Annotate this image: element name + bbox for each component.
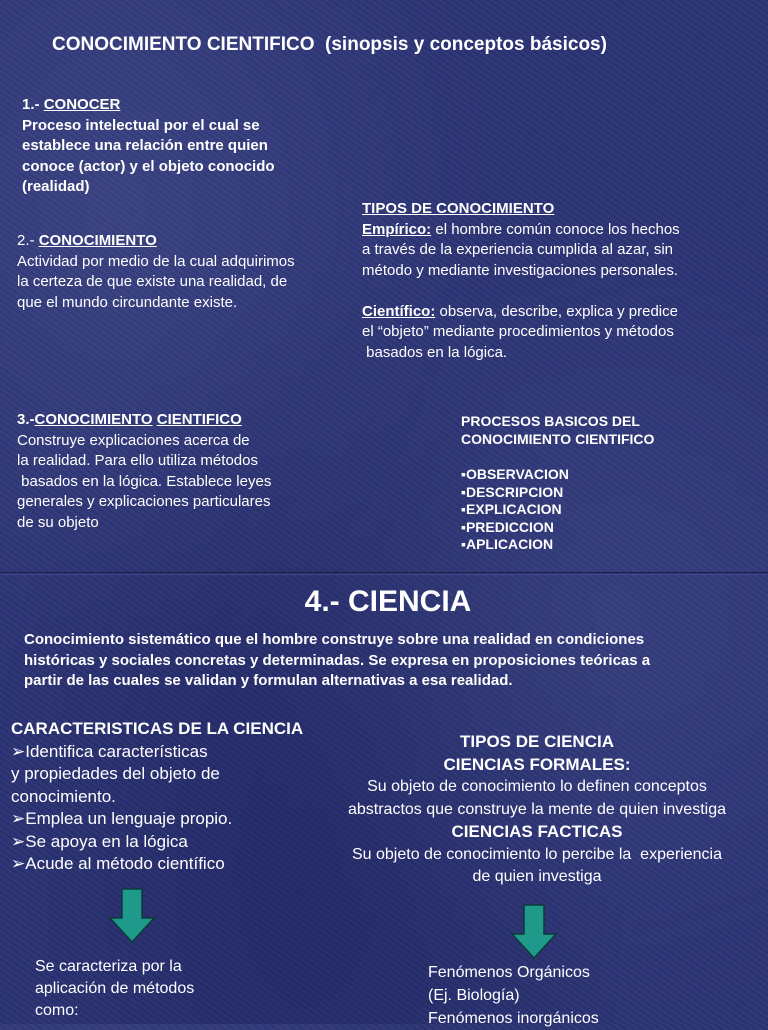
caracteristicas-item-label: Emplea un lenguaje propio.: [25, 809, 233, 828]
square-bullet-icon: ▪: [461, 483, 466, 500]
cientifico-label: Científico:: [362, 302, 436, 320]
ciencia-heading: 4.- CIENCIA: [304, 585, 472, 618]
section-tipos-conocimiento: [362, 199, 762, 363]
cientifico-line: observa, describe, explica y predice: [435, 302, 678, 320]
ciencias-formales-heading: CIENCIAS FORMALES:: [443, 754, 631, 774]
tipos-ciencia-footer-line: (Ej. Biología): [428, 987, 520, 1004]
conocimiento-cientifico-heading-a: CONOCIMIENTO: [34, 411, 153, 428]
down-arrow-shape: [110, 889, 154, 942]
arrow-bullet-icon: ➢: [11, 854, 26, 873]
ciencia-definition: [24, 630, 764, 692]
caracteristicas-item-label: Se apoya en la lógica: [25, 831, 188, 851]
conocimiento-line: Actividad por medio de la cual adquirimos: [17, 252, 295, 270]
ciencia-definition-line: partir de las cuales se validan y formulan alternativas a esa realidad.: [24, 672, 513, 689]
ciencias-formales-line: Su objeto de conocimiento lo definen conceptos: [367, 778, 707, 795]
section-conocer: [22, 95, 352, 198]
empirico-line: a través de la experiencia cumplida al azar, sin: [362, 241, 674, 258]
ciencia-definition-line: históricas y sociales concretas y determinadas. Se expresa en proposiciones teóricas a: [24, 651, 651, 669]
conocer-heading: CONOCER: [43, 96, 121, 113]
conocer-line: Proceso intelectual por el cual se: [22, 116, 260, 134]
tipos-ciencia-footer-line: Fenómenos inorgánicos: [428, 1010, 599, 1027]
square-bullet-icon: ▪: [461, 466, 466, 482]
page-title: CONOCIMIENTO CIENTIFICO (sinopsis y conceptos básicos): [52, 34, 607, 55]
caracteristicas-heading: CARACTERISTICAS DE LA CIENCIA: [11, 719, 304, 738]
procesos-item-label: OBSERVACION: [465, 466, 569, 482]
caracteristicas-item-label: Identifica características: [25, 741, 208, 761]
arrow-bullet-icon: ➢: [11, 809, 26, 828]
section-tipos-ciencia: [300, 731, 768, 889]
empirico-line: el hombre común conoce los hechos: [431, 220, 680, 238]
cientifico-line: basados en la lógica.: [362, 343, 508, 361]
conocimiento-cientifico-number: 3.-: [17, 411, 35, 428]
caracteristicas-footer: [35, 956, 275, 1022]
section-conocimiento-cientifico: [17, 410, 347, 533]
arrow-bullet-icon: ➢: [11, 831, 26, 851]
square-bullet-icon: ▪: [461, 536, 466, 552]
section-procesos: [461, 413, 751, 554]
caracteristicas-item-label: y propiedades del objeto de: [11, 764, 220, 783]
caracteristicas-footer-line: Se caracteriza por la: [35, 958, 182, 975]
tipos-ciencia-heading: TIPOS DE CIENCIA: [460, 732, 614, 751]
section-conocimiento: [17, 231, 352, 313]
caracteristicas-footer-line: como:: [35, 1002, 79, 1019]
conocimiento-line: que el mundo circundante existe.: [17, 293, 238, 311]
conocer-line: establece una relación entre quien: [22, 137, 268, 154]
ciencia-definition-line: Conocimiento sistemático que el hombre construye sobre una realidad en condiciones: [24, 631, 645, 648]
conocer-number: 1.-: [22, 96, 44, 113]
conocimiento-cientifico-line: de su objeto: [17, 513, 99, 531]
conocimiento-cientifico-heading-b: CIENTIFICO: [156, 411, 242, 428]
conocimiento-cientifico-line: Construye explicaciones acerca de: [17, 431, 250, 449]
square-bullet-icon: ▪: [461, 501, 466, 517]
tipos-ciencia-footer-line: Fenómenos Orgánicos: [428, 964, 590, 981]
conocimiento-heading: CONOCIMIENTO: [38, 232, 157, 249]
ciencias-facticas-line: Su objeto de conocimiento lo percibe la experiencia: [351, 845, 722, 863]
down-arrow-icon: [510, 904, 558, 960]
empirico-line: método y mediante investigaciones personales.: [362, 261, 679, 279]
procesos-heading-line: PROCESOS BASICOS DEL: [461, 413, 640, 429]
caracteristicas-item-label: Acude al método científico: [25, 854, 225, 873]
procesos-item-label: DESCRIPCION: [465, 483, 564, 500]
tipos-ciencia-footer: [428, 961, 728, 1030]
empirico-label: Empírico:: [362, 220, 432, 238]
square-bullet-icon: ▪: [461, 518, 466, 535]
caracteristicas-footer-line: aplicación de métodos: [35, 980, 195, 997]
procesos-item: [461, 519, 751, 537]
down-arrow-icon: [108, 888, 156, 944]
procesos-item: [461, 536, 751, 554]
procesos-item: [461, 501, 751, 519]
cientifico-line: el “objeto” mediante procedimientos y métodos: [362, 323, 674, 340]
arrow-bullet-icon: ➢: [11, 741, 26, 761]
ciencias-facticas-line: de quien investiga: [472, 868, 602, 885]
conocimiento-number: 2.-: [17, 232, 39, 249]
procesos-item-label: APLICACION: [465, 536, 554, 552]
procesos-item-label: EXPLICACION: [465, 501, 562, 517]
procesos-item: [461, 484, 751, 502]
down-arrow-shape: [512, 905, 556, 958]
conocer-line: conoce (actor) y el objeto conocido: [22, 157, 275, 175]
procesos-item-label: PREDICCION: [465, 518, 554, 535]
conocimiento-line: la certeza de que existe una realidad, de: [17, 273, 288, 290]
ciencias-formales-line: abstractos que construye la mente de quien investiga: [347, 800, 726, 818]
conocimiento-cientifico-line: basados en la lógica. Establece leyes: [17, 472, 272, 490]
conocimiento-cientifico-line: la realidad. Para ello utiliza métodos: [17, 452, 258, 469]
ciencias-facticas-heading: CIENCIAS FACTICAS: [451, 822, 623, 841]
procesos-heading-line: CONOCIMIENTO CIENTIFICO: [461, 430, 655, 447]
conocimiento-cientifico-line: generales y explicaciones particulares: [17, 493, 271, 510]
caracteristicas-item-label: conocimiento.: [11, 786, 116, 806]
tipos-conocimiento-heading: TIPOS DE CONOCIMIENTO: [362, 200, 555, 217]
procesos-item: [461, 466, 751, 484]
slide-divider: [0, 572, 768, 575]
conocer-line: (realidad): [22, 178, 90, 195]
